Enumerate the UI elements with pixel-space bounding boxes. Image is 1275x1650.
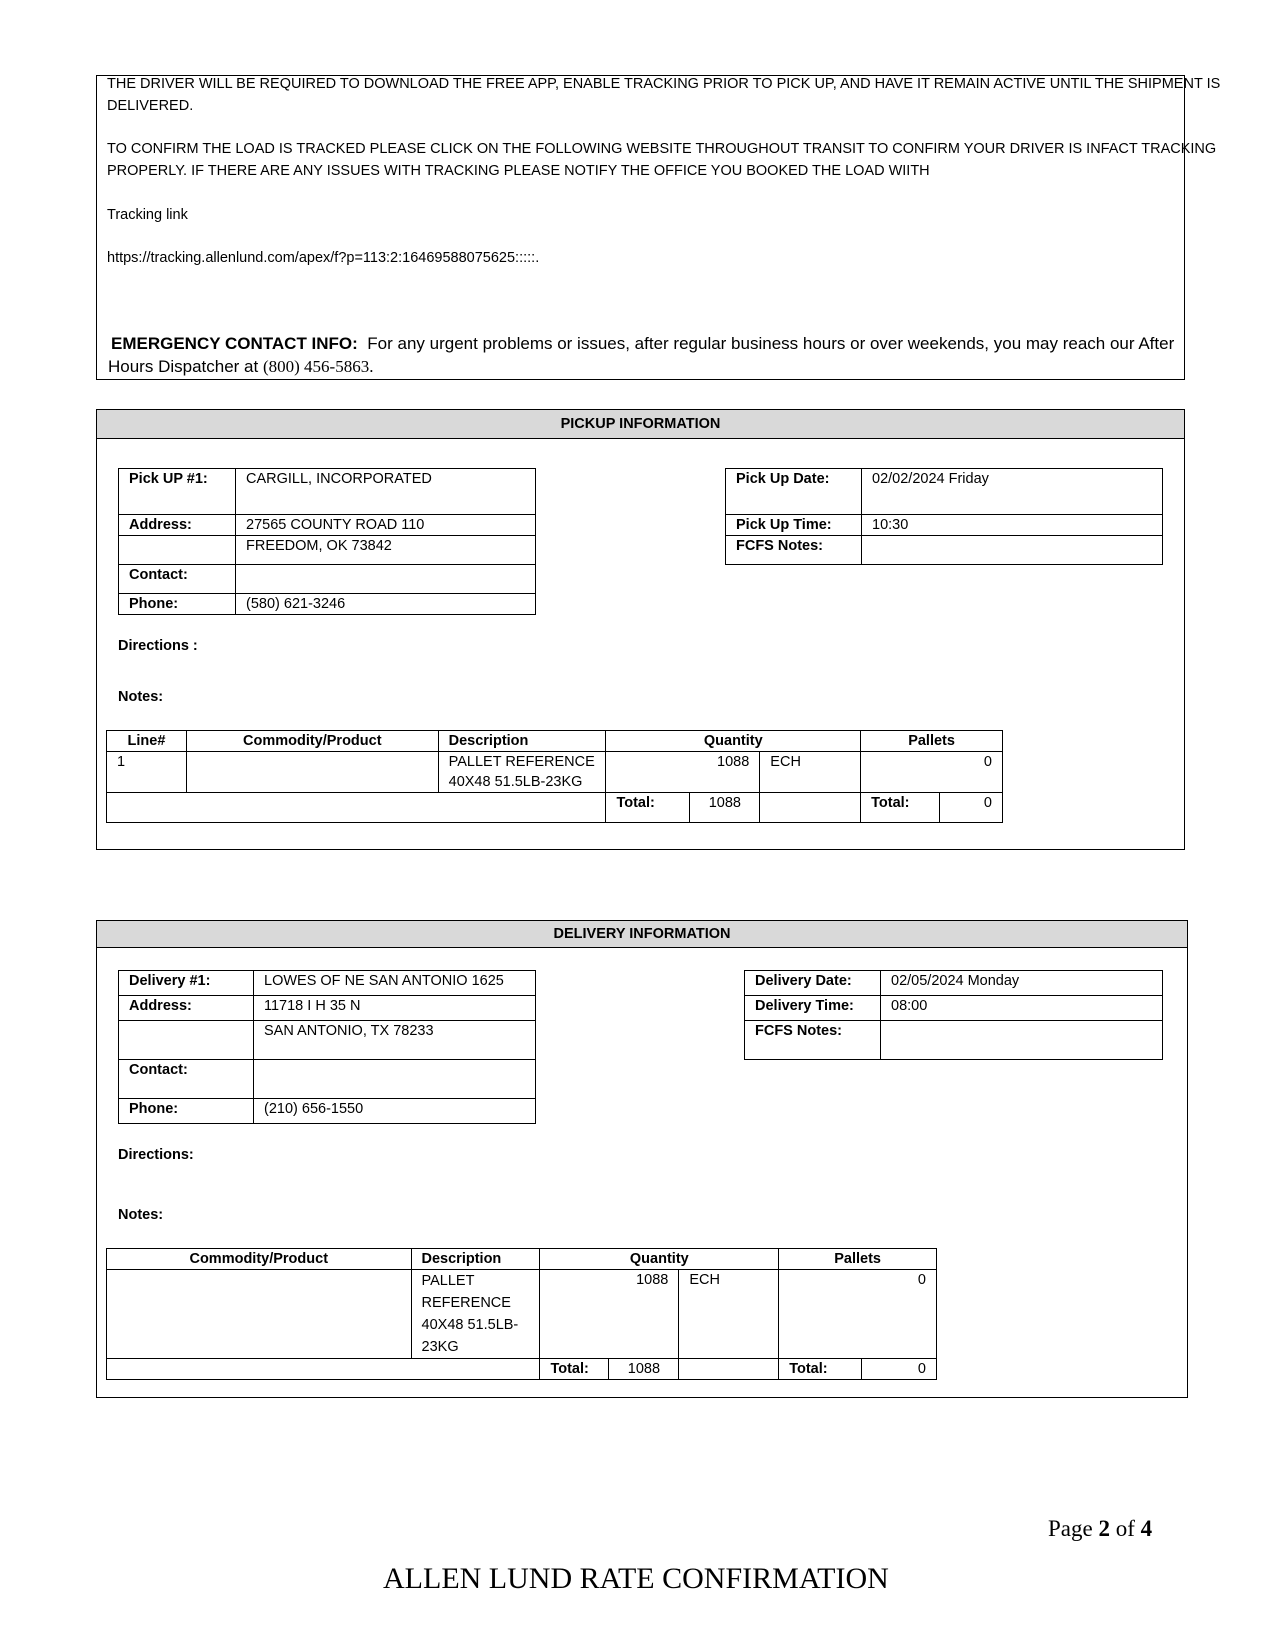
- quantity-total-label: Total:: [606, 793, 690, 823]
- delivery-phone-value: (210) 656-1550: [254, 1099, 536, 1124]
- delivery-address-2: SAN ANTONIO, TX 78233: [254, 1021, 536, 1060]
- delivery-contact-value: [254, 1060, 536, 1099]
- row-description: PALLET REFERENCE 40X48 51.5LB-23KG: [438, 752, 606, 793]
- col-header-line: Line#: [107, 731, 187, 752]
- pickup-header: PICKUP INFORMATION: [97, 410, 1184, 439]
- emergency-contact-line-1: [111, 334, 1174, 354]
- row-commodity: [107, 1270, 412, 1359]
- delivery-time-label: Delivery Time:: [745, 996, 881, 1021]
- row-line-number: 1: [107, 752, 187, 793]
- emergency-text-2: Hours Dispatcher at: [108, 357, 259, 376]
- document-title: ALLEN LUND RATE CONFIRMATION: [383, 1562, 889, 1595]
- delivery-company: LOWES OF NE SAN ANTONIO 1625: [254, 971, 536, 996]
- pickup-commodity-table: [106, 730, 1003, 823]
- col-header-description: Description: [438, 731, 606, 752]
- delivery-label: Delivery #1:: [119, 971, 254, 996]
- row-quantity: 1088: [606, 752, 760, 793]
- pickup-date-label: Pick Up Date:: [726, 469, 862, 515]
- delivery-schedule-table: [744, 970, 1163, 1060]
- col-header-description: Description: [411, 1249, 540, 1270]
- row-unit: ECH: [760, 752, 861, 793]
- pickup-address-label: Address:: [119, 515, 236, 536]
- pickup-fcfs-value: [862, 536, 1163, 565]
- pickup-company: CARGILL, INCORPORATED: [236, 469, 536, 515]
- pickup-fcfs-label: FCFS Notes:: [726, 536, 862, 565]
- delivery-address-1: 11718 I H 35 N: [254, 996, 536, 1021]
- pickup-contact-label: Contact:: [119, 565, 236, 594]
- col-header-quantity: Quantity: [540, 1249, 779, 1270]
- row-description: PALLET REFERENCE 40X48 51.5LB- 23KG: [411, 1270, 540, 1359]
- pallets-total-value: 0: [862, 1359, 937, 1380]
- pallets-total-value: 0: [940, 793, 1003, 823]
- delivery-time-value: 08:00: [881, 996, 1163, 1021]
- notice-line-3: TO CONFIRM THE LOAD IS TRACKED PLEASE CLICK ON THE FOLLOWING WEBSITE THROUGHOUT TRANSIT TO CONFIRM YOUR DRIVER IS INFACT TRACKING: [107, 141, 1217, 157]
- delivery-commodity-table: [106, 1248, 937, 1380]
- pickup-phone-label: Phone:: [119, 594, 236, 615]
- pickup-phone-value: (580) 621-3246: [236, 594, 536, 615]
- col-header-commodity: Commodity/Product: [107, 1249, 412, 1270]
- pickup-label: Pick UP #1:: [119, 469, 236, 515]
- emergency-contact-line-2: [108, 357, 373, 377]
- pickup-address-1: 27565 COUNTY ROAD 110: [236, 515, 536, 536]
- col-header-commodity: Commodity/Product: [186, 731, 438, 752]
- tracking-link[interactable]: https://tracking.allenlund.com/apex/f?p=113:2:16469588075625:::::.: [107, 250, 540, 266]
- row-quantity: 1088: [540, 1270, 679, 1359]
- delivery-date-label: Delivery Date:: [745, 971, 881, 996]
- pallets-total-label: Total:: [861, 793, 940, 823]
- pickup-time-label: Pick Up Time:: [726, 515, 862, 536]
- table-row: [107, 752, 1003, 793]
- emergency-text-1: For any urgent problems or issues, after regular business hours or over weekends, you may reach our After: [367, 334, 1175, 353]
- delivery-phone-label: Phone:: [119, 1099, 254, 1124]
- notice-line-2: DELIVERED.: [107, 98, 194, 114]
- row-commodity: [186, 752, 438, 793]
- row-unit: ECH: [679, 1270, 779, 1359]
- table-row: [107, 1270, 937, 1359]
- notice-line-4: PROPERLY. IF THERE ARE ANY ISSUES WITH TRACKING PLEASE NOTIFY THE OFFICE YOU BOOKED THE LOAD WIITH: [107, 163, 930, 179]
- row-pallets: 0: [779, 1270, 937, 1359]
- pickup-directions-label: Directions :: [118, 638, 198, 654]
- tracking-label: Tracking link: [107, 207, 188, 223]
- pickup-date-value: 02/02/2024 Friday: [862, 469, 1163, 515]
- pickup-contact-value: [236, 565, 536, 594]
- delivery-fcfs-value: [881, 1021, 1163, 1060]
- emergency-phone: (800) 456-5863.: [262, 357, 374, 376]
- delivery-directions-label: Directions:: [118, 1147, 194, 1163]
- pickup-notes-label: Notes:: [118, 689, 164, 705]
- delivery-notes-label: Notes:: [118, 1207, 164, 1223]
- col-header-quantity: Quantity: [606, 731, 861, 752]
- quantity-total-value: 1088: [609, 1359, 679, 1380]
- delivery-date-value: 02/05/2024 Monday: [881, 971, 1163, 996]
- pickup-address-table: [118, 468, 536, 615]
- delivery-header: DELIVERY INFORMATION: [97, 921, 1187, 948]
- pickup-time-value: 10:30: [862, 515, 1163, 536]
- row-pallets: 0: [861, 752, 1003, 793]
- delivery-address-table: [118, 970, 536, 1124]
- delivery-contact-label: Contact:: [119, 1060, 254, 1099]
- pallets-total-label: Total:: [779, 1359, 862, 1380]
- notice-line-1: THE DRIVER WILL BE REQUIRED TO DOWNLOAD THE FREE APP, ENABLE TRACKING PRIOR TO PICK UP, AND HAVE IT REMAIN ACTIVE UNTIL THE SHIPMENT IS: [107, 76, 1221, 92]
- emergency-label: EMERGENCY CONTACT INFO:: [111, 334, 358, 353]
- quantity-total-value: 1088: [690, 793, 760, 823]
- quantity-total-label: Total:: [540, 1359, 609, 1380]
- col-header-pallets: Pallets: [779, 1249, 937, 1270]
- delivery-fcfs-label: FCFS Notes:: [745, 1021, 881, 1060]
- col-header-pallets: Pallets: [861, 731, 1003, 752]
- pickup-address-2: FREEDOM, OK 73842: [236, 536, 536, 565]
- page-number: Page 2 of 4: [1048, 1516, 1153, 1541]
- pickup-schedule-table: [725, 468, 1163, 565]
- delivery-address-label: Address:: [119, 996, 254, 1021]
